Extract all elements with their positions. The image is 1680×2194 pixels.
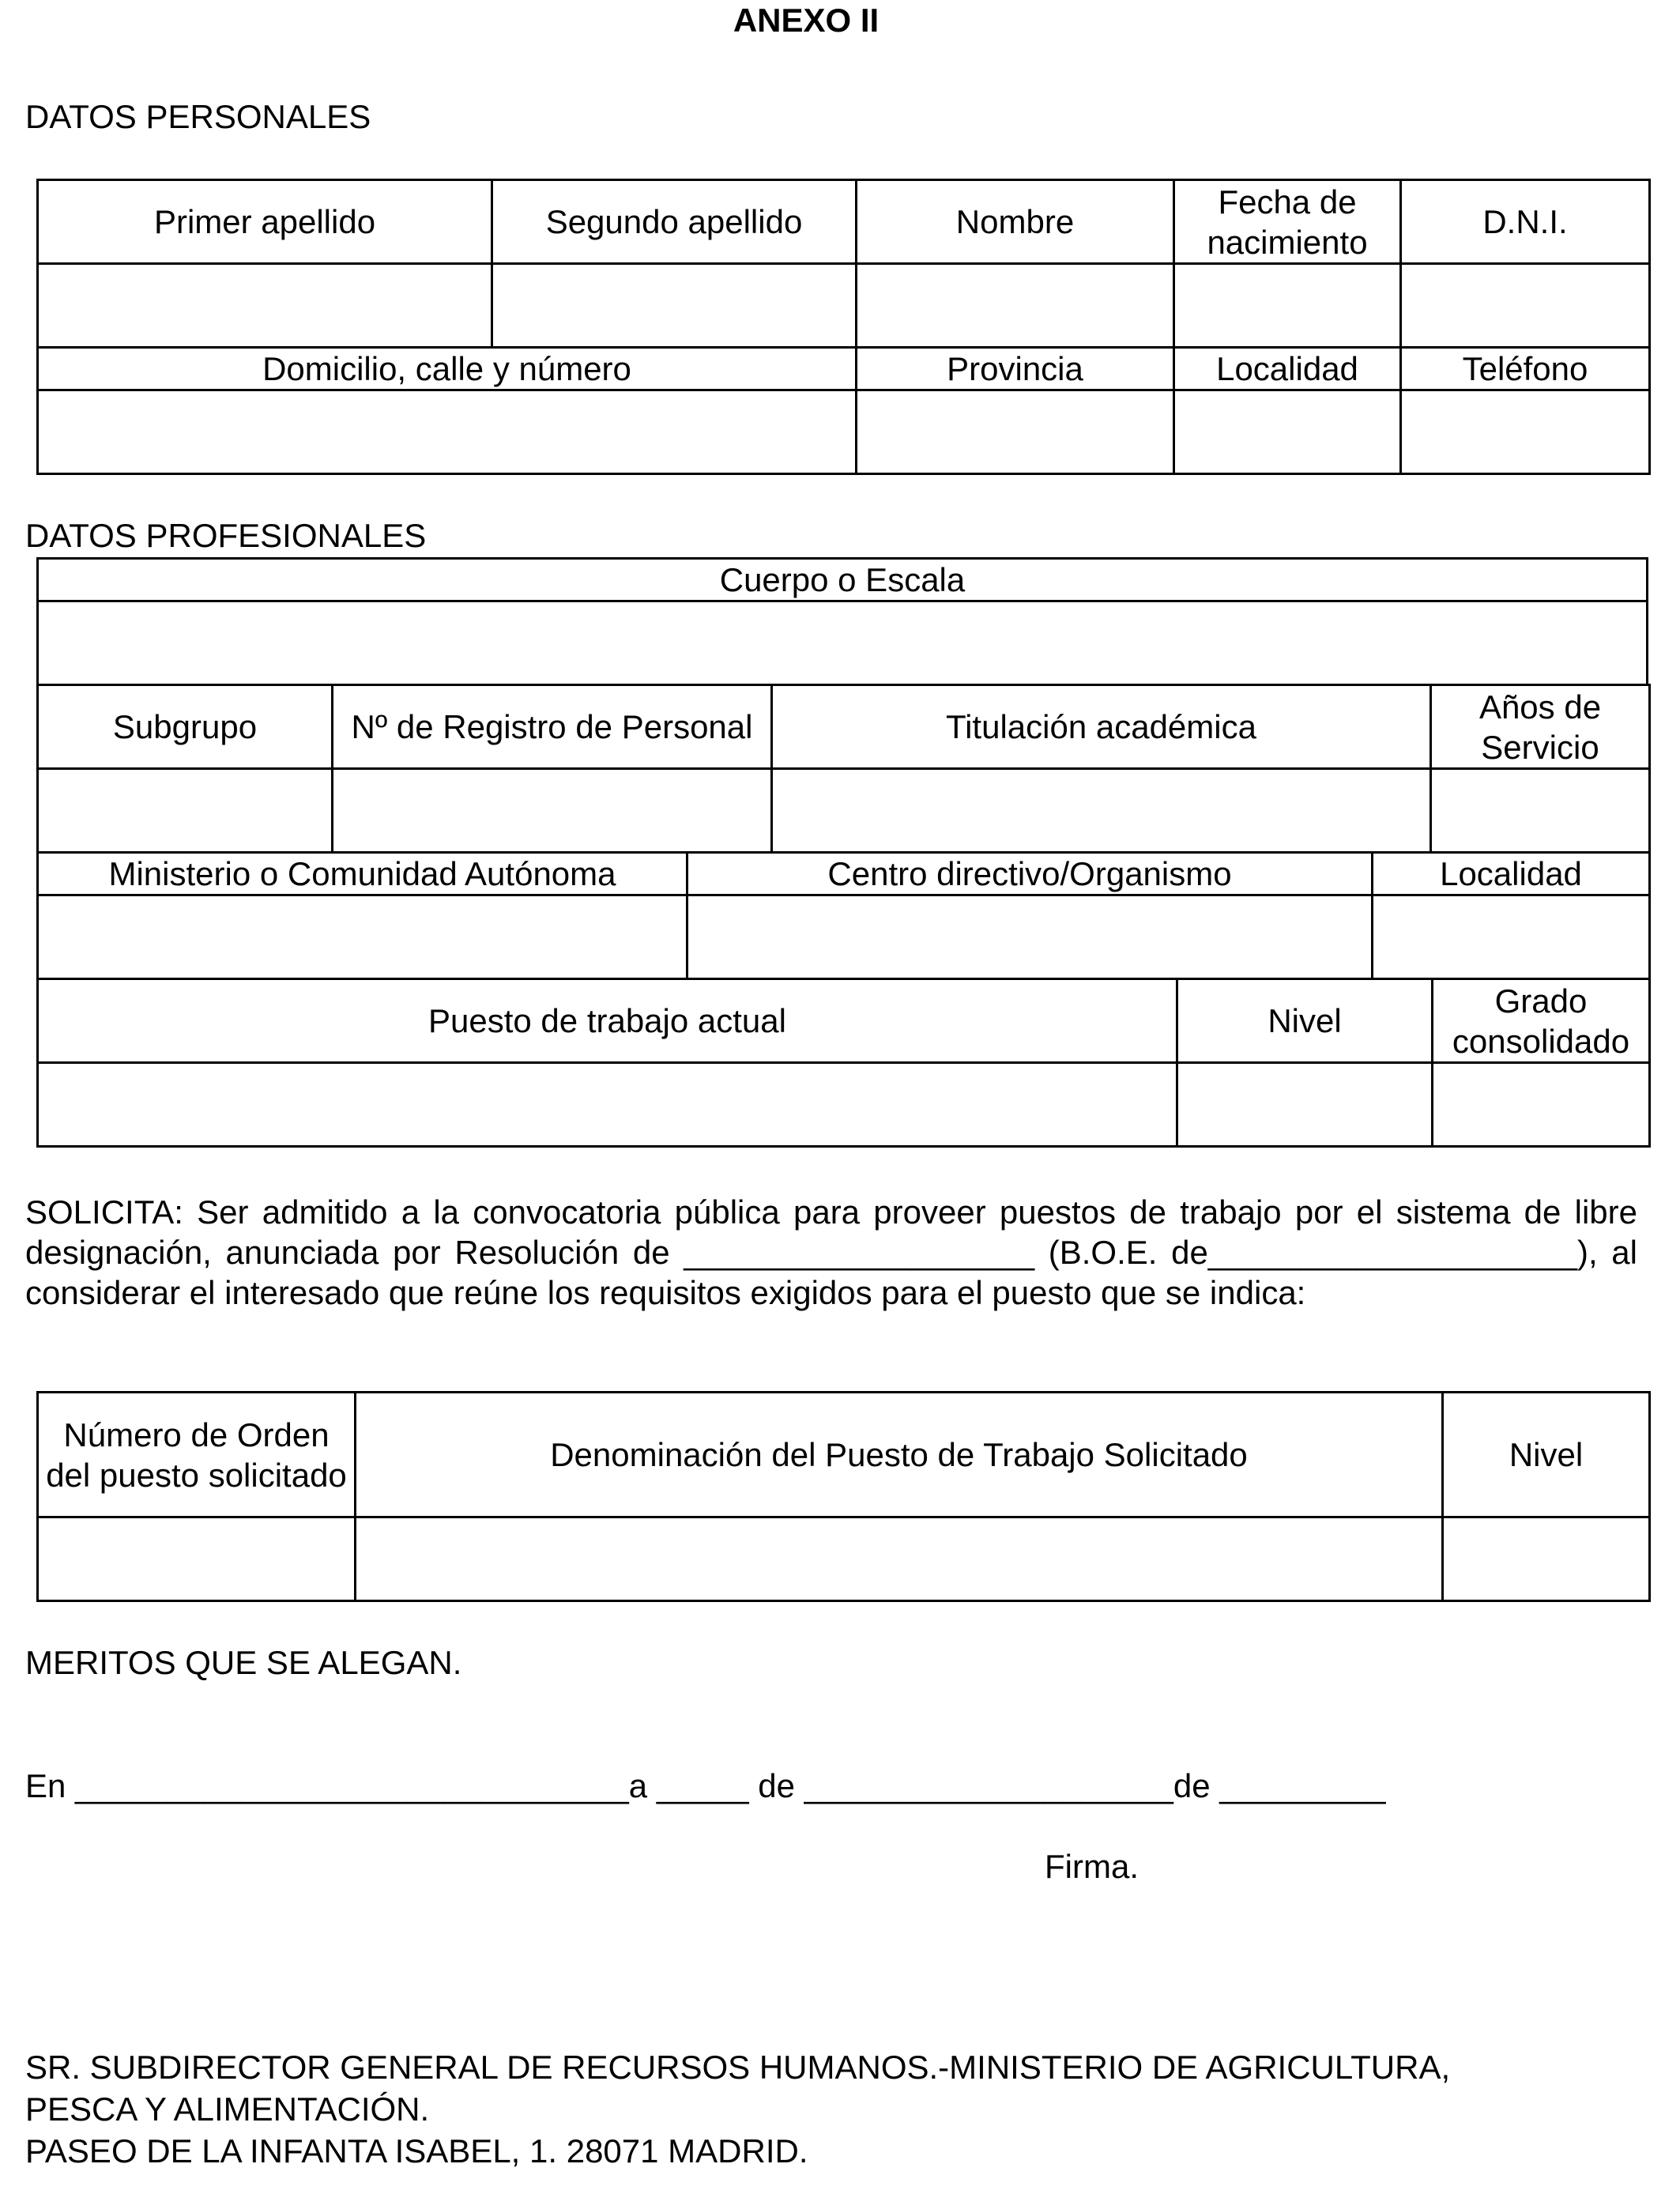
field-denominacion-puesto[interactable] — [356, 1517, 1443, 1601]
field-telefono[interactable] — [1401, 390, 1650, 474]
field-localidad[interactable] — [1174, 390, 1401, 474]
header-nivel-actual: Nivel — [1177, 979, 1433, 1063]
field-nivel-solicitado[interactable] — [1443, 1517, 1650, 1601]
footer-line-2: PESCA Y ALIMENTACIÓN. — [25, 2090, 430, 2128]
personal-data-table — [36, 179, 1651, 475]
field-centro-directivo[interactable] — [687, 895, 1373, 979]
field-cuerpo-escala[interactable] — [38, 601, 1648, 685]
header-denominacion-puesto: Denominación del Puesto de Trabajo Solicitado — [356, 1393, 1443, 1517]
professional-puesto-table — [36, 978, 1651, 1148]
header-subgrupo: Subgrupo — [38, 685, 333, 769]
field-provincia[interactable] — [857, 390, 1174, 474]
field-primer-apellido[interactable] — [38, 264, 492, 348]
header-puesto-actual: Puesto de trabajo actual — [38, 979, 1177, 1063]
solicita-paragraph: SOLICITA: Ser admitido a la convocatoria pública para proveer puestos de trabajo por el sistema de libre designación, anunciada por Resolución de ___________________ (B.O.E. de____________________), al considerar el interesado que reúne los requisitos exigidos para el puesto que se indica: — [25, 1193, 1637, 1311]
field-numero-orden[interactable] — [38, 1517, 356, 1601]
section-heading-professional: DATOS PROFESIONALES — [25, 517, 427, 554]
field-fecha-nacimiento[interactable] — [1174, 264, 1401, 348]
header-cuerpo-escala: Cuerpo o Escala — [38, 559, 1648, 601]
header-nivel-solicitado: Nivel — [1443, 1393, 1650, 1517]
field-grado-consolidado[interactable] — [1433, 1063, 1650, 1147]
header-centro-directivo: Centro directivo/Organismo — [687, 853, 1373, 895]
header-telefono: Teléfono — [1401, 348, 1650, 390]
puesto-solicitado-table — [36, 1391, 1651, 1602]
header-segundo-apellido: Segundo apellido — [492, 180, 857, 264]
header-localidad-trabajo: Localidad — [1373, 853, 1650, 895]
page-title: ANEXO II — [733, 2, 880, 39]
professional-cuerpo-table — [36, 557, 1648, 686]
field-puesto-actual[interactable] — [38, 1063, 1177, 1147]
header-grado-consolidado: Grado consolidado — [1433, 979, 1650, 1063]
field-titulacion[interactable] — [772, 769, 1431, 853]
header-registro-personal: Nº de Registro de Personal — [333, 685, 772, 769]
field-anos-servicio[interactable] — [1431, 769, 1650, 853]
professional-subgrupo-table — [36, 684, 1651, 854]
header-titulacion: Titulación académica — [772, 685, 1431, 769]
header-anos-servicio: Años de Servicio — [1431, 685, 1650, 769]
field-localidad-trabajo[interactable] — [1373, 895, 1650, 979]
footer-line-1: SR. SUBDIRECTOR GENERAL DE RECURSOS HUMANOS.-MINISTERIO DE AGRICULTURA, — [25, 2049, 1451, 2086]
footer-line-3: PASEO DE LA INFANTA ISABEL, 1. 28071 MADRID. — [25, 2132, 808, 2169]
header-dni: D.N.I. — [1401, 180, 1650, 264]
field-nombre[interactable] — [857, 264, 1174, 348]
field-segundo-apellido[interactable] — [492, 264, 857, 348]
header-primer-apellido: Primer apellido — [38, 180, 492, 264]
firma-label: Firma. — [1045, 1848, 1139, 1885]
header-provincia: Provincia — [857, 348, 1174, 390]
field-dni[interactable] — [1401, 264, 1650, 348]
field-domicilio[interactable] — [38, 390, 857, 474]
section-heading-personal: DATOS PERSONALES — [25, 98, 371, 135]
field-nivel-actual[interactable] — [1177, 1063, 1433, 1147]
header-domicilio: Domicilio, calle y número — [38, 348, 857, 390]
header-fecha-nacimiento: Fecha de nacimiento — [1174, 180, 1401, 264]
header-numero-orden: Número de Orden del puesto solicitado — [38, 1393, 356, 1517]
professional-ministerio-table — [36, 851, 1651, 980]
field-registro-personal[interactable] — [333, 769, 772, 853]
header-localidad: Localidad — [1174, 348, 1401, 390]
fecha-line: En ______________________________a _____ de ____________________de _________ — [25, 1767, 1386, 1804]
meritos-heading: MERITOS QUE SE ALEGAN. — [25, 1644, 462, 1681]
header-nombre: Nombre — [857, 180, 1174, 264]
field-ministerio[interactable] — [38, 895, 687, 979]
field-subgrupo[interactable] — [38, 769, 333, 853]
header-ministerio: Ministerio o Comunidad Autónoma — [38, 853, 687, 895]
